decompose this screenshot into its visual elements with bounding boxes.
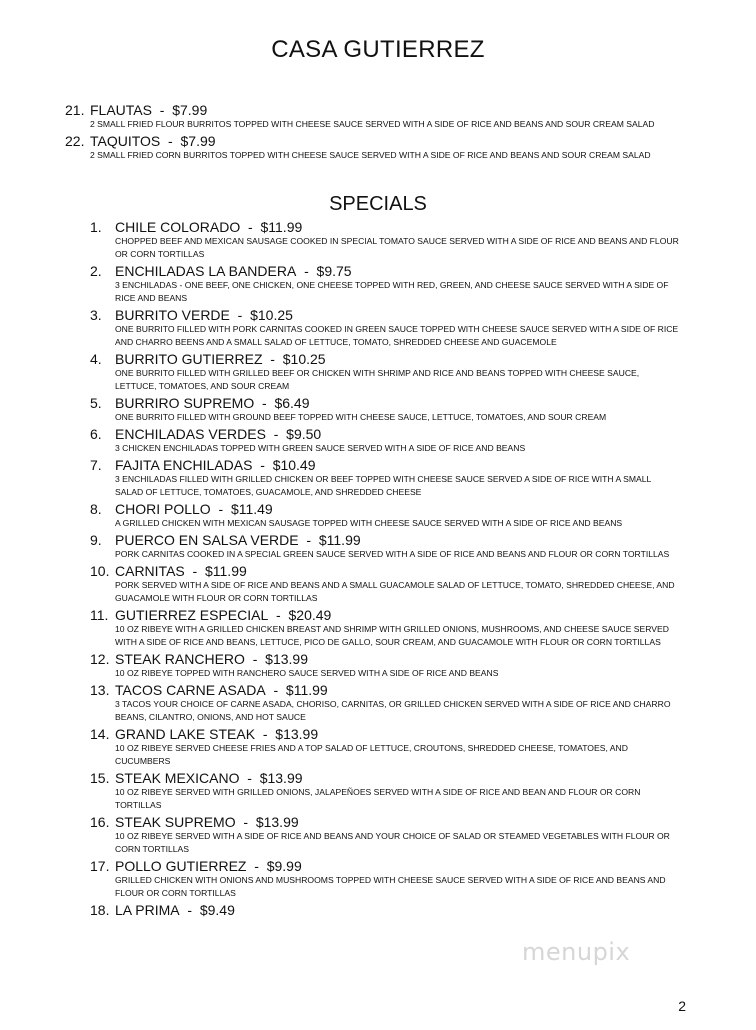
menu-item-heading <box>90 307 680 323</box>
menu-item <box>90 263 680 305</box>
menu-item-heading <box>90 501 680 517</box>
item-price: $10.25 <box>282 351 326 367</box>
menu-item-heading <box>90 457 680 473</box>
page-title: CASA GUTIERREZ <box>271 36 485 63</box>
menu-item-heading <box>65 102 695 118</box>
item-name: PUERCO EN SALSA VERDE <box>115 532 299 548</box>
item-description: 2 SMALL FRIED FLOUR BURRITOS TOPPED WITH CHEESE SAUCE SERVED WITH A SIDE OF RICE AND BEANS AND SOUR CREAM SALAD <box>90 119 655 129</box>
price-separator: - <box>252 457 273 473</box>
menu-item <box>90 457 680 499</box>
item-name: GUTIERREZ ESPECIAL <box>115 607 269 623</box>
item-description: 10 OZ RIBEYE TOPPED WITH RANCHERO SAUCE SERVED WITH A SIDE OF RICE AND BEANS <box>115 668 499 678</box>
price-separator: - <box>240 219 261 235</box>
item-number: 16. <box>90 814 110 830</box>
menu-item-heading <box>90 607 680 623</box>
menu-item <box>90 682 680 724</box>
price-separator: - <box>265 682 286 698</box>
price-separator: - <box>151 102 173 118</box>
item-price: $13.99 <box>275 726 319 742</box>
menu-item <box>90 501 680 530</box>
item-number: 15. <box>90 770 110 786</box>
item-number: 8. <box>90 501 102 517</box>
item-name: STEAK MEXICANO <box>115 770 240 786</box>
menu-item-heading <box>90 682 680 698</box>
price-separator: - <box>229 307 251 323</box>
item-price: $13.99 <box>265 651 308 667</box>
item-number: 10. <box>90 563 110 579</box>
menu-list <box>65 102 695 164</box>
specials-heading: SPECIALS <box>329 193 427 215</box>
menu-item <box>90 219 680 261</box>
menu-item <box>90 858 680 900</box>
menu-item-heading <box>90 651 680 667</box>
item-name: CHORI POLLO <box>115 501 211 517</box>
menu-item-heading <box>90 770 680 786</box>
item-description: 3 ENCHILADAS - ONE BEEF, ONE CHICKEN, ONE CHEESE TOPPED WITH RED, GREEN, AND CHEESE SAUCE SERVED WITH A SIDE OF RICE AND BEANS <box>115 280 669 303</box>
price-separator: - <box>254 395 275 411</box>
menu-item <box>90 607 680 649</box>
item-name: FLAUTAS <box>90 102 152 118</box>
specials-list <box>90 219 680 920</box>
item-name: GRAND LAKE STEAK <box>115 726 256 742</box>
price-separator: - <box>296 263 317 279</box>
item-description: ONE BURRITO FILLED WITH GRILLED BEEF OR CHICKEN WITH SHRIMP AND RICE AND BEANS TOPPED WITH CHEESE SAUCE, LETTUCE, TOMATOES, AND SOUR CREAM <box>115 368 640 391</box>
menu-item-heading <box>90 902 680 918</box>
item-description: ONE BURRITO FILLED WITH PORK CARNITAS COOKED IN GREEN SAUCE TOPPED WITH CHEESE SAUCE SERVED WITH A SIDE OF RICE AND CHARRO BEENS AND A SMALL SALAD OF LETTUCE, TOMATO, SHREDDED CHEESE AND GUACEMOLE <box>115 324 679 347</box>
price-separator: - <box>268 607 289 623</box>
item-name: STEAK SUPREMO <box>115 814 236 830</box>
menu-item-heading <box>90 395 680 411</box>
item-description: 3 TACOS YOUR CHOICE OF CARNE ASADA, CHORISO, CARNITAS, OR GRILLED CHICKEN SERVED WITH A SIDE OF RICE AND CHARRO BEANS, CILANTRO, ONIONS, AND HOT SAUCE <box>115 699 671 722</box>
item-name: FAJITA ENCHILADAS <box>115 457 253 473</box>
item-description: 10 OZ RIBEYE SERVED WITH A SIDE OF RICE AND BEANS AND YOUR CHOICE OF SALAD OR STEAMED VEGETABLES WITH FLOUR OR CORN TORTILLAS <box>115 831 670 854</box>
price-separator: - <box>235 814 256 830</box>
item-name: LA PRIMA <box>115 902 180 918</box>
menu-item <box>90 770 680 812</box>
item-description: 3 ENCHILADAS FILLED WITH GRILLED CHICKEN OR BEEF TOPPED WITH CHEESE SAUCE SERVED A SIDE OF RICE WITH A SMALL SALAD OF LETTUCE, TOMATOES, GUACAMOLE, AND SHREDDED CHEESE <box>115 474 651 497</box>
item-price: $11.99 <box>318 532 361 548</box>
item-description: PORK CARNITAS COOKED IN A SPECIAL GREEN SAUCE SERVED WITH A SIDE OF RICE AND BEANS AND FLOUR OR CORN TORTILLAS <box>115 549 670 559</box>
item-price: $11.49 <box>230 501 273 517</box>
item-number: 4. <box>90 351 102 367</box>
item-price: $9.50 <box>286 426 322 442</box>
menu-item-heading <box>90 426 680 442</box>
price-separator: - <box>244 651 266 667</box>
menu-item <box>65 102 695 131</box>
menu-item <box>65 133 695 162</box>
menu-item-heading <box>90 263 680 279</box>
item-number: 14. <box>90 726 110 742</box>
item-price: $9.49 <box>199 902 235 918</box>
watermark-logo: menupix <box>522 938 631 966</box>
menu-item <box>90 814 680 856</box>
item-price: $13.99 <box>259 770 303 786</box>
item-name: CHILE COLORADO <box>115 219 241 235</box>
item-description: PORK SERVED WITH A SIDE OF RICE AND BEANS AND A SMALL GUACAMOLE SALAD OF LETTUCE, TOMATO, SHREDDED CHEESE, AND GUACAMOLE WITH FLOUR OR CORN TORTILLAS <box>115 580 675 603</box>
menu-item <box>90 426 680 455</box>
item-number: 22. <box>65 133 85 149</box>
item-description: 3 CHICKEN ENCHILADAS TOPPED WITH GREEN SAUCE SERVED WITH A SIDE OF RICE AND BEANS <box>115 443 526 453</box>
item-number: 11. <box>90 607 109 623</box>
item-number: 2. <box>90 263 102 279</box>
price-separator: - <box>246 858 267 874</box>
item-price: $7.99 <box>180 133 216 149</box>
item-number: 18. <box>90 902 110 918</box>
item-price: $11.99 <box>285 682 328 698</box>
item-number: 7. <box>90 457 102 473</box>
menu-item-heading <box>90 814 680 830</box>
item-description: 10 OZ RIBEYE SERVED WITH GRILLED ONIONS, JALAPEÑOES SERVED WITH A SIDE OF RICE AND BEAN AND FLOUR OR CORN TORTILLAS <box>115 787 641 810</box>
item-name: TAQUITOS <box>90 133 161 149</box>
price-separator: - <box>262 351 283 367</box>
page-number: 2 <box>678 998 686 1014</box>
item-price: $11.99 <box>260 219 303 235</box>
item-description: 2 SMALL FRIED CORN BURRITOS TOPPED WITH CHEESE SAUCE SERVED WITH A SIDE OF RICE AND BEANS AND SOUR CREAM SALAD <box>90 150 651 160</box>
menu-item-heading <box>90 563 680 579</box>
menu-item-heading <box>90 532 680 548</box>
item-description: 10 OZ RIBEYE SERVED CHEESE FRIES AND A TOP SALAD OF LETTUCE, CROUTONS, SHREDDED CHEESE, TOMATOES, AND CUCUMBERS <box>115 743 628 766</box>
item-number: 9. <box>90 532 102 548</box>
menu-item <box>90 651 680 680</box>
price-separator: - <box>298 532 319 548</box>
price-separator: - <box>179 902 200 918</box>
item-number: 1. <box>90 219 102 235</box>
price-separator: - <box>239 770 260 786</box>
menu-item <box>90 726 680 768</box>
item-number: 6. <box>90 426 102 442</box>
item-price: $9.75 <box>316 263 352 279</box>
item-number: 5. <box>90 395 102 411</box>
item-name: BURRIRO SUPREMO <box>115 395 255 411</box>
item-price: $20.49 <box>288 607 332 623</box>
item-number: 3. <box>90 307 102 323</box>
item-name: TACOS CARNE ASADA <box>115 682 266 698</box>
menu-item <box>90 902 680 918</box>
item-name: ENCHILADAS LA BANDERA <box>115 263 297 279</box>
price-separator: - <box>255 726 276 742</box>
item-number: 13. <box>90 682 110 698</box>
item-name: CARNITAS <box>115 563 185 579</box>
menu-item-heading <box>90 726 680 742</box>
item-number: 17. <box>90 858 110 874</box>
item-description: ONE BURRITO FILLED WITH GROUND BEEF TOPPED WITH CHEESE SAUCE, LETTUCE, TOMATOES, AND SOUR CREAM <box>115 412 607 422</box>
item-name: BURRITO VERDE <box>115 307 230 323</box>
item-price: $7.99 <box>172 102 208 118</box>
item-name: STEAK RANCHERO <box>115 651 245 667</box>
menu-item <box>90 532 680 561</box>
menu-item <box>90 307 680 349</box>
menu-item-heading <box>90 351 680 367</box>
menu-item <box>90 563 680 605</box>
item-description: CHOPPED BEEF AND MEXICAN SAUSAGE COOKED IN SPECIAL TOMATO SAUCE SERVED WITH A SIDE OF RICE AND BEANS AND FLOUR OR CORN TORTILLAS <box>115 236 679 259</box>
item-price: $9.99 <box>266 858 302 874</box>
menu-item-heading <box>65 133 695 149</box>
price-separator: - <box>160 133 181 149</box>
item-name: POLLO GUTIERREZ <box>115 858 247 874</box>
item-price: $11.99 <box>204 563 247 579</box>
item-number: 12. <box>90 651 110 667</box>
menu-item <box>90 395 680 424</box>
item-price: $13.99 <box>255 814 299 830</box>
price-separator: - <box>265 426 287 442</box>
item-name: ENCHILADAS VERDES <box>115 426 266 442</box>
item-price: $10.25 <box>250 307 293 323</box>
item-name: BURRITO GUTIERREZ <box>115 351 263 367</box>
menu-item-heading <box>90 858 680 874</box>
menu-item <box>90 351 680 393</box>
item-description: A GRILLED CHICKEN WITH MEXICAN SAUSAGE TOPPED WITH CHEESE SAUCE SERVED WITH A SIDE OF RICE AND BEANS <box>115 518 623 528</box>
price-separator: - <box>210 501 231 517</box>
item-description: 10 OZ RIBEYE WITH A GRILLED CHICKEN BREAST AND SHRIMP WITH GRILLED ONIONS, MUSHROOMS, AND CHEESE SAUCE SERVED WITH A SIDE OF RICE AND BEANS, LETTUCE, PICO DE GALLO, SOUR CREAM, AND GUACAMOLE WITH FLOUR OR CORN TORTILLAS <box>115 624 669 647</box>
item-description: GRILLED CHICKEN WITH ONIONS AND MUSHROOMS TOPPED WITH CHEESE SAUCE SERVED WITH A SIDE OF RICE AND BEANS AND FLOUR OR CORN TORTILLAS <box>115 875 666 898</box>
price-separator: - <box>184 563 205 579</box>
item-price: $6.49 <box>274 395 310 411</box>
item-price: $10.49 <box>272 457 316 473</box>
item-number: 21. <box>65 102 85 118</box>
menu-item-heading <box>90 219 680 235</box>
